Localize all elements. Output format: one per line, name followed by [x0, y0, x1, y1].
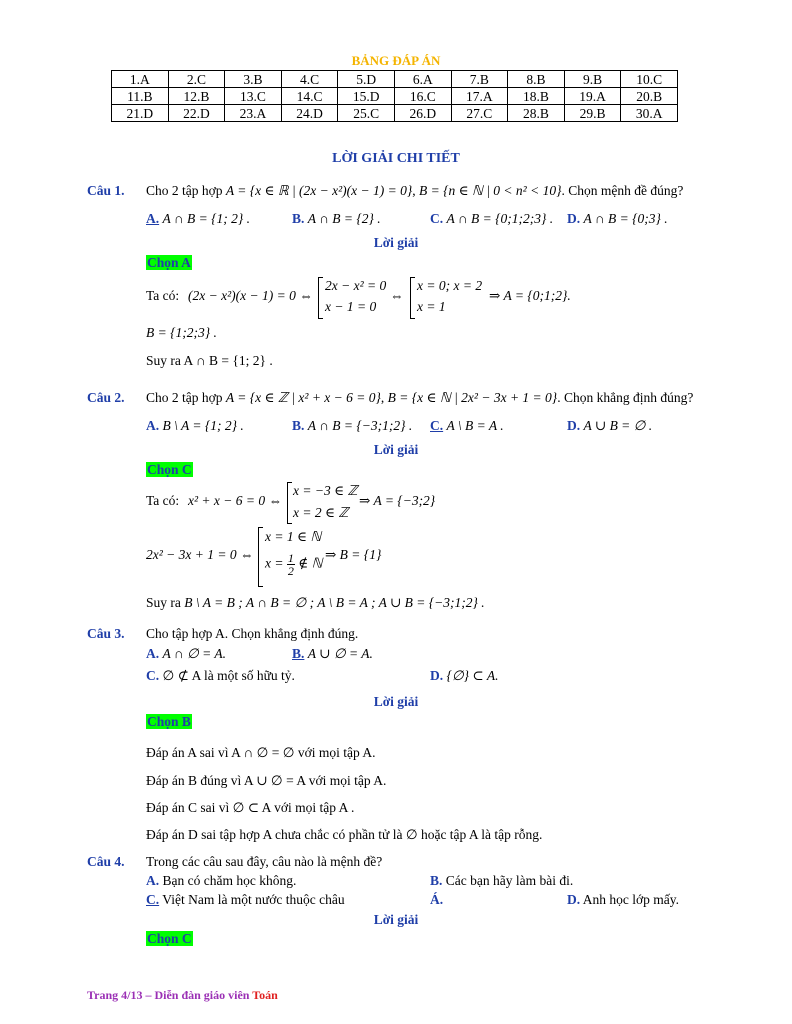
q2-eq1-left: x² + x − 6 = 0 ⇔ — [188, 493, 282, 508]
q2-fraction-numerator: 1 — [287, 551, 294, 565]
answer-key-table — [111, 70, 678, 122]
q3-explanation-2: Đáp án B đúng vì A ∪ ∅ = A với mọi tập A. — [146, 773, 387, 788]
q2-eq1-line-2: x = 2 ∈ ℤ — [293, 505, 349, 520]
q4-option-c-text: Việt Nam là một nước thuộc châu — [162, 892, 345, 907]
q1-option-d-text: A ∩ B = {0;3} . — [583, 211, 668, 226]
q1-set-b-result: B = {1;2;3} . — [146, 325, 217, 340]
answer-key-cell: 20.B — [621, 88, 678, 105]
q1-option-a-text: A ∩ B = {1; 2} . — [162, 211, 251, 226]
q3-chosen-answer: Chọn B — [147, 714, 191, 729]
answer-key-cell: 19.A — [564, 88, 621, 105]
answer-key-cell: 1.A — [112, 71, 169, 88]
q2-ta-co: Ta có: — [146, 493, 180, 508]
q3-explanation-4: Đáp án D sai tập hợp A chưa chắc có phần tử là ∅ hoặc tập A là tập rỗng. — [146, 827, 543, 842]
answer-key-cell: 7.B — [451, 71, 508, 88]
q2-conclusion: B \ A = B ; A ∩ B = ∅ ; A \ B = A ; A ∪ B = {−3;1;2} . — [184, 595, 485, 610]
answer-key-cell: 3.B — [225, 71, 282, 88]
answer-key-cell: 25.C — [338, 105, 395, 122]
answer-key-row — [112, 71, 678, 88]
answer-key-cell: 17.A — [451, 88, 508, 105]
q2-option-d-text: A ∪ B = ∅ . — [583, 418, 653, 433]
q2-eq1-result: ⇒ A = {−3;2} — [359, 493, 436, 508]
answer-key-cell: 6.A — [394, 71, 451, 88]
answer-key-cell: 5.D — [338, 71, 395, 88]
q4-option-c-continuation: Á. — [430, 892, 444, 907]
answer-key-cell: 10.C — [621, 71, 678, 88]
q2-set-a: A = {x ∈ ℤ | x² + x − 6 = 0} — [225, 390, 381, 405]
q2-eq2-line-2 — [265, 552, 322, 577]
q4-option-c[interactable] — [146, 892, 345, 908]
answer-key-cell: 4.C — [281, 71, 338, 88]
q3-option-d-label: D. — [430, 668, 444, 683]
q2-eq2-result: ⇒ B = {1} — [325, 547, 382, 562]
answer-key-cell: 27.C — [451, 105, 508, 122]
answer-key-cell: 8.B — [508, 71, 565, 88]
answer-key-cell: 12.B — [168, 88, 225, 105]
q2-solution-title: Lời giải — [373, 442, 419, 457]
q4-chosen-answer: Chọn C — [147, 931, 192, 946]
q2-eq2-line-2-prefix: x = — [265, 555, 284, 571]
answer-key-cell: 11.B — [112, 88, 169, 105]
answer-key-cell: 22.D — [168, 105, 225, 122]
q2-eq2-line-1: x = 1 ∈ ℕ — [265, 529, 322, 544]
answer-key-cell: 24.D — [281, 105, 338, 122]
q3-option-c-label: C. — [146, 668, 160, 683]
answer-key-title: BẢNG ĐÁP ÁN — [351, 53, 441, 68]
q3-explanation-1: Đáp án A sai vì A ∩ ∅ = ∅ với mọi tập A. — [146, 745, 376, 760]
q4-option-a-text: Bạn có chăm học không. — [162, 873, 297, 888]
section-title: LỜI GIẢI CHI TIẾT — [332, 151, 460, 166]
q3-option-d-text: {∅} ⊂ A. — [446, 668, 499, 683]
q3-option-a-label: A. — [146, 646, 160, 661]
answer-key-cell: 16.C — [394, 88, 451, 105]
q2-option-c[interactable] — [430, 418, 504, 434]
q2-eq1-line-1: x = −3 ∈ ℤ — [293, 483, 358, 498]
q2-option-a-label: A. — [146, 418, 160, 433]
q3-option-c[interactable] — [146, 668, 295, 684]
q2-conclusion-line — [146, 595, 485, 611]
answer-key-cell: 30.A — [621, 105, 678, 122]
q2-fraction-denominator: 2 — [287, 564, 294, 578]
q4-option-d-label: D. — [567, 892, 581, 907]
answer-key-cell: 9.B — [564, 71, 621, 88]
q4-solution-title: Lời giải — [373, 912, 419, 927]
footer-subject: Toán — [252, 988, 278, 1002]
page-footer — [87, 988, 278, 1003]
q3-option-b-label: B. — [292, 646, 305, 661]
q2-eq2-bracket — [258, 527, 263, 587]
q1-stem-prefix: Cho 2 tập hợp — [146, 183, 223, 198]
q3-explanation-3: Đáp án C sai vì ∅ ⊂ A với mọi tập A . — [146, 800, 355, 815]
q1-set-b: B = {n ∈ ℕ | 0 < n² < 10} — [419, 183, 562, 198]
q1-solution-title: Lời giải — [373, 235, 419, 250]
footer-page-number: Trang 4/13 — [87, 988, 143, 1002]
q1-option-b-label: B. — [292, 211, 305, 226]
q2-set-b: B = {x ∈ ℕ | 2x² − 3x + 1 = 0} — [387, 390, 558, 405]
q1-option-a-label: A. — [146, 211, 160, 226]
q3-label: Câu 3. — [87, 626, 125, 641]
q2-label: Câu 2. — [87, 390, 125, 405]
q3-option-b-text: A ∪ ∅ = A. — [307, 646, 373, 661]
answer-key-cell: 23.A — [225, 105, 282, 122]
answer-key-row — [112, 88, 678, 105]
answer-key-cell: 14.C — [281, 88, 338, 105]
q2-eq2-line-2-suffix: ∉ ℕ — [298, 555, 323, 571]
answer-key-cell: 29.B — [564, 105, 621, 122]
q2-option-a[interactable] — [146, 418, 244, 434]
q4-option-a-label: A. — [146, 873, 160, 888]
answer-key-cell: 18.B — [508, 88, 565, 105]
footer-forum-name: Diễn đàn giáo viên — [154, 988, 253, 1002]
q3-option-c-text: ∅ ⊄ A là một số hữu tỷ. — [162, 668, 295, 683]
q2-option-d-label: D. — [567, 418, 581, 433]
answer-key-cell: 2.C — [168, 71, 225, 88]
q2-option-c-label: C. — [430, 418, 444, 433]
q1-set-a: A = {x ∈ ℝ | (2x − x²)(x − 1) = 0} — [225, 183, 413, 198]
q1-option-b[interactable] — [292, 211, 381, 227]
q1-system-1-line-2: x − 1 = 0 — [325, 299, 377, 314]
q1-system-bracket-1 — [318, 277, 323, 319]
q1-system-bracket-2 — [410, 277, 415, 319]
q4-option-b-label: B. — [430, 873, 443, 888]
q1-system-1-line-1: 2x − x² = 0 — [325, 278, 387, 293]
q1-result-a: ⇒ A = {0;1;2}. — [489, 288, 571, 303]
q1-iff: ⇔ — [390, 288, 404, 303]
q1-stem-suffix: . Chọn mệnh đề đúng? — [561, 183, 684, 198]
q4-option-d-text: Anh học lớp mấy. — [582, 892, 680, 907]
q2-option-b-text: A ∩ B = {−3;1;2} . — [307, 418, 413, 433]
q1-option-c-text: A ∩ B = {0;1;2;3} . — [446, 211, 554, 226]
q2-eq1-bracket — [287, 482, 292, 524]
q4-option-b-text: Các bạn hãy làm bài đi. — [445, 873, 574, 888]
q4-label: Câu 4. — [87, 854, 125, 869]
q1-option-d-label: D. — [567, 211, 581, 226]
answer-key-cell: 13.C — [225, 88, 282, 105]
q2-stem-prefix: Cho 2 tập hợp — [146, 390, 223, 405]
q2-stem-suffix: . Chọn khẳng định đúng? — [557, 390, 694, 405]
q2-option-a-text: B \ A = {1; 2} . — [162, 418, 244, 433]
q1-option-c-label: C. — [430, 211, 444, 226]
answer-key-cell: 28.B — [508, 105, 565, 122]
q3-stem: Cho tập hợp A. Chọn khẳng định đúng. — [146, 626, 359, 641]
q3-option-b[interactable] — [292, 646, 373, 662]
answer-key-row — [112, 105, 678, 122]
q1-ta-co: Ta có: — [146, 288, 180, 303]
q2-conclusion-prefix: Suy ra — [146, 595, 181, 610]
q1-option-a[interactable] — [146, 211, 250, 227]
q4-option-b[interactable] — [430, 873, 573, 889]
q3-option-a-text: A ∩ ∅ = A. — [162, 646, 226, 661]
q3-solution-title: Lời giải — [373, 694, 419, 709]
q1-system-2-line-2: x = 1 — [417, 299, 446, 314]
q3-option-d[interactable] — [430, 668, 499, 684]
q2-stem: Cho 2 tập hợp A = {x ∈ ℤ | x² + x − 6 = 0}, B = {x ∈ ℕ | 2x² − 3x + 1 = 0}. Chọn khẳng định đúng? — [146, 390, 694, 405]
q1-equation-left: (2x − x²)(x − 1) = 0 ⇔ — [188, 288, 313, 303]
q2-fraction — [287, 552, 295, 577]
q2-option-b-label: B. — [292, 418, 305, 433]
q3-option-a[interactable] — [146, 646, 226, 662]
q1-stem: Cho 2 tập hợp A = {x ∈ ℝ | (2x − x²)(x − 1) = 0}, B = {n ∈ ℕ | 0 < n² < 10}. Chọn mệnh đề đúng? — [146, 183, 684, 198]
q1-option-d[interactable] — [567, 211, 668, 227]
answer-key-cell: 21.D — [112, 105, 169, 122]
answer-key-cell: 15.D — [338, 88, 395, 105]
q1-system-2-line-1: x = 0; x = 2 — [417, 278, 483, 293]
q2-option-b[interactable] — [292, 418, 412, 434]
q4-option-a[interactable] — [146, 873, 296, 889]
q2-chosen-answer: Chọn C — [147, 462, 192, 477]
q2-option-d[interactable] — [567, 418, 652, 434]
q4-option-c-label: C. — [146, 892, 160, 907]
q4-stem: Trong các câu sau đây, câu nào là mệnh đề? — [146, 854, 383, 869]
q2-eq2-left: 2x² − 3x + 1 = 0 ⇔ — [146, 547, 254, 562]
q1-option-b-text: A ∩ B = {2} . — [307, 211, 381, 226]
q2-option-c-text: A \ B = A . — [446, 418, 504, 433]
footer-separator: – — [142, 988, 155, 1002]
q4-option-d[interactable] — [567, 892, 679, 908]
q1-option-c[interactable] — [430, 211, 553, 227]
q1-label: Câu 1. — [87, 183, 125, 198]
answer-key-cell: 26.D — [394, 105, 451, 122]
q1-conclusion: Suy ra A ∩ B = {1; 2} . — [146, 353, 273, 368]
q1-chosen-answer: Chọn A — [147, 255, 191, 270]
